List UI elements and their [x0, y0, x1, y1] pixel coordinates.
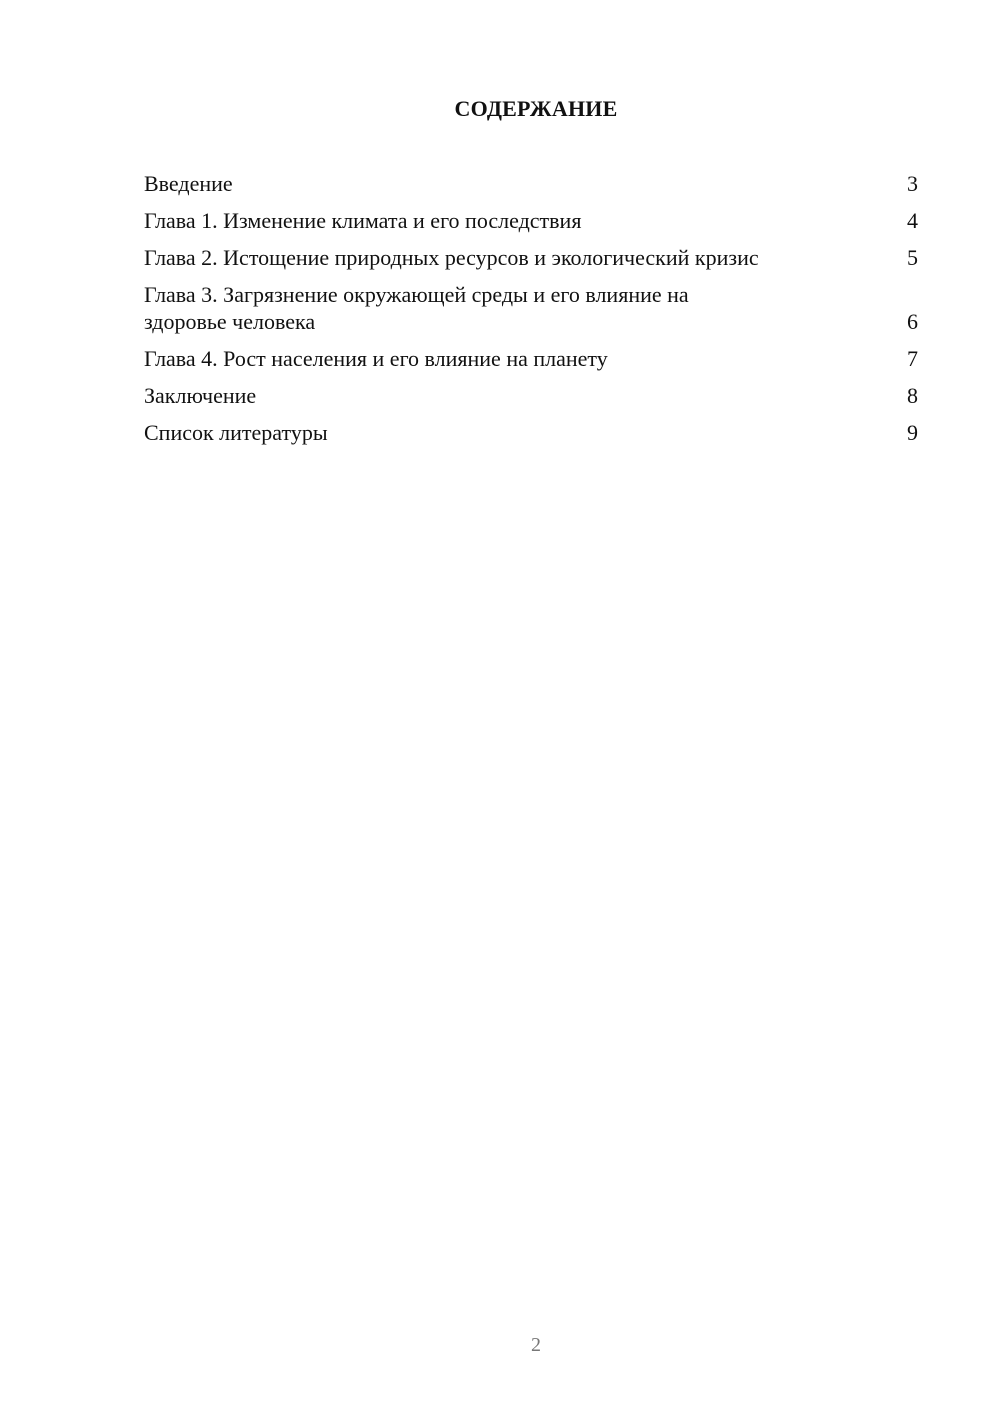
- toc-entry-page: 6: [907, 309, 918, 334]
- toc-heading: СОДЕРЖАНИЕ: [454, 96, 618, 121]
- toc-entry-title: Заключение: [144, 383, 257, 408]
- toc-entry-title: Глава 2. Истощение природных ресурсов и экологический кризис: [144, 245, 759, 270]
- toc-entry-title: Список литературы: [144, 420, 328, 445]
- toc-entry-page: 9: [907, 420, 918, 445]
- toc-entry-page: 8: [907, 383, 918, 408]
- toc-entry-references[interactable]: [144, 419, 920, 446]
- toc-entry-title: Глава 4. Рост населения и его влияние на планету: [144, 346, 608, 371]
- toc-entry-page: 3: [907, 171, 918, 196]
- toc-entry-conclusion[interactable]: [144, 382, 920, 409]
- toc-entry-page: 5: [907, 245, 918, 270]
- toc-entry-title: Глава 1. Изменение климата и его последствия: [144, 208, 582, 233]
- table-of-contents: [144, 170, 920, 456]
- toc-entry-chapter-1[interactable]: [144, 207, 920, 234]
- toc-entry-title: Глава 3. Загрязнение окружающей среды и его влияние на здоровье человека: [144, 282, 689, 334]
- toc-entry-chapter-3[interactable]: [144, 281, 920, 335]
- toc-entry-introduction[interactable]: [144, 170, 920, 197]
- toc-entry-title: Введение: [144, 171, 233, 196]
- toc-entry-chapter-2[interactable]: [144, 244, 920, 271]
- toc-entry-page: 4: [907, 208, 918, 233]
- toc-entry-chapter-4[interactable]: [144, 345, 920, 372]
- toc-entry-page: 7: [907, 346, 918, 371]
- page-number: 2: [531, 1334, 541, 1356]
